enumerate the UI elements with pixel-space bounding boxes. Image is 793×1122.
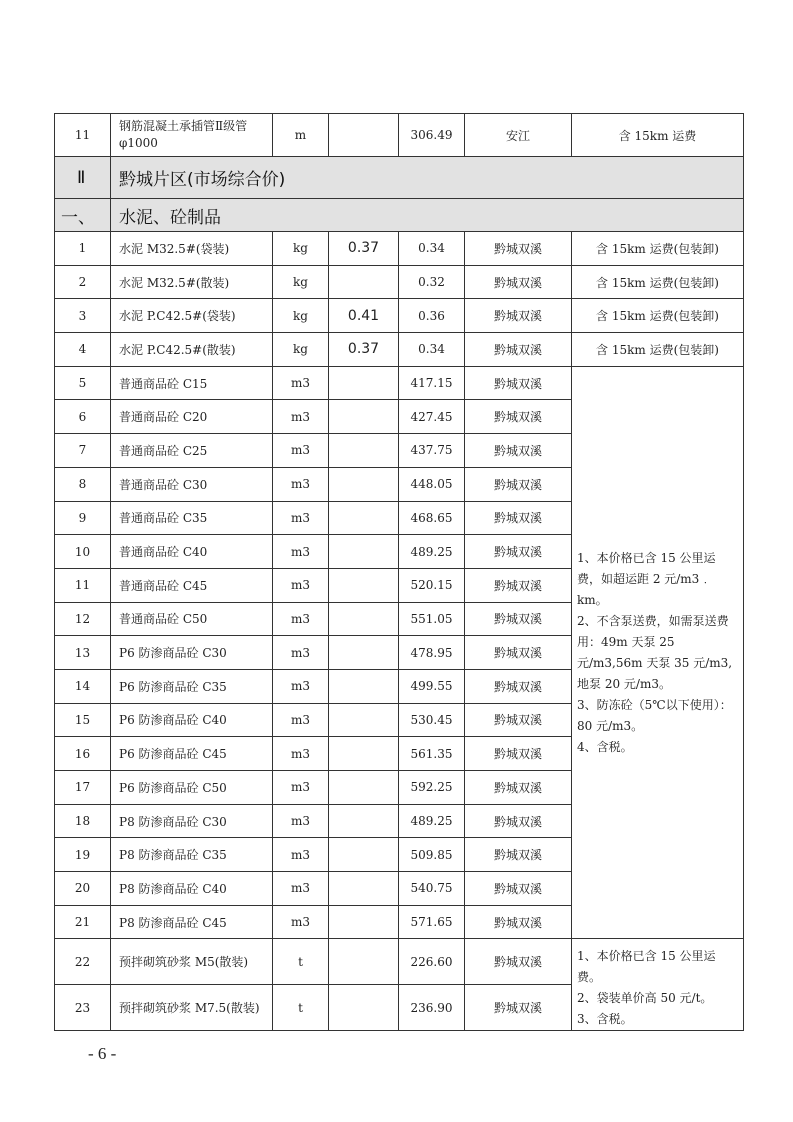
price-cell: 499.55 — [399, 669, 465, 703]
price-cell: 0.32 — [399, 265, 465, 299]
handwritten-price — [329, 669, 399, 703]
unit-cell: m3 — [273, 434, 329, 468]
unit-cell: m3 — [273, 838, 329, 872]
mortar-note-cell — [572, 939, 744, 1031]
handwritten-price: 0.41 — [329, 299, 399, 333]
handwritten-price — [329, 501, 399, 535]
location-cell: 黔城双溪 — [465, 535, 572, 569]
note-cell: 含 15km 运费(包装卸) — [572, 265, 744, 299]
item-name: P6 防渗商品砼 C45 — [111, 737, 273, 771]
item-name: 水泥 M32.5#(袋装) — [111, 232, 273, 266]
item-name: P6 防渗商品砼 C30 — [111, 636, 273, 670]
unit-cell: kg — [273, 299, 329, 333]
page-number: - 6 - — [88, 1044, 117, 1063]
section-title: 黔城片区(市场综合价) — [111, 157, 744, 199]
handwritten-price — [329, 872, 399, 906]
row-number: 20 — [55, 872, 111, 906]
handwritten-price — [329, 804, 399, 838]
table-row — [55, 299, 744, 333]
unit-cell: m3 — [273, 872, 329, 906]
handwritten-price — [329, 467, 399, 501]
location-cell: 黔城双溪 — [465, 838, 572, 872]
price-cell: 540.75 — [399, 872, 465, 906]
table-row — [55, 366, 744, 400]
row-number: 19 — [55, 838, 111, 872]
row-number: 22 — [55, 939, 111, 985]
table-row — [55, 939, 744, 985]
location-cell: 黔城双溪 — [465, 939, 572, 985]
item-name: 普通商品砼 C30 — [111, 467, 273, 501]
unit-cell: m3 — [273, 905, 329, 939]
note-cell: 含 15km 运费(包装卸) — [572, 299, 744, 333]
unit-cell: m3 — [273, 636, 329, 670]
item-name: 普通商品砼 C45 — [111, 568, 273, 602]
handwritten-price — [329, 838, 399, 872]
row-number: 6 — [55, 400, 111, 434]
price-cell: 520.15 — [399, 568, 465, 602]
note-line: 1、本价格已含 15 公里运费，如超运距 2 元/m3﹒km。 — [577, 550, 716, 607]
section-header-row — [55, 157, 744, 199]
unit-cell: m3 — [273, 602, 329, 636]
item-name: P6 防渗商品砼 C35 — [111, 669, 273, 703]
price-cell: 489.25 — [399, 535, 465, 569]
subsection-header-row — [55, 199, 744, 232]
section-number: Ⅱ — [55, 157, 111, 199]
row-number: 9 — [55, 501, 111, 535]
row-number: 11 — [55, 114, 111, 157]
note-line: 2、不含泵送费，如需泵送费用：49m 天泵 25 元/m3,56m 天泵 35 元/m3,地泵 20 元/m3。 — [577, 613, 733, 691]
unit-cell: m3 — [273, 771, 329, 805]
item-name: P6 防渗商品砼 C40 — [111, 703, 273, 737]
subsection-number: 一、 — [55, 199, 111, 232]
handwritten-price — [329, 114, 399, 157]
unit-cell: t — [273, 985, 329, 1031]
subsection-title: 水泥、砼制品 — [111, 199, 744, 232]
row-number: 11 — [55, 568, 111, 602]
location-cell: 黔城双溪 — [465, 985, 572, 1031]
price-cell: 592.25 — [399, 771, 465, 805]
handwritten-price — [329, 366, 399, 400]
row-number: 2 — [55, 265, 111, 299]
item-name: P8 防渗商品砼 C40 — [111, 872, 273, 906]
price-cell: 306.49 — [399, 114, 465, 157]
row-number: 3 — [55, 299, 111, 333]
unit-cell: m3 — [273, 669, 329, 703]
price-cell: 489.25 — [399, 804, 465, 838]
item-name: 水泥 P.C42.5#(散装) — [111, 333, 273, 367]
item-name: 普通商品砼 C20 — [111, 400, 273, 434]
location-cell: 黔城双溪 — [465, 333, 572, 367]
price-cell: 468.65 — [399, 501, 465, 535]
price-table — [54, 113, 744, 1031]
row-number: 16 — [55, 737, 111, 771]
row-number: 10 — [55, 535, 111, 569]
row-number: 23 — [55, 985, 111, 1031]
row-number: 12 — [55, 602, 111, 636]
note-line: 1、本价格已含 15 公里运费。 — [577, 949, 716, 985]
location-cell: 黔城双溪 — [465, 568, 572, 602]
handwritten-price — [329, 535, 399, 569]
table-row — [55, 265, 744, 299]
handwritten-price: 0.37 — [329, 333, 399, 367]
location-cell: 黔城双溪 — [465, 366, 572, 400]
item-name: 水泥 P.C42.5#(袋装) — [111, 299, 273, 333]
handwritten-price — [329, 400, 399, 434]
price-cell: 530.45 — [399, 703, 465, 737]
row-number: 15 — [55, 703, 111, 737]
price-cell: 509.85 — [399, 838, 465, 872]
note-line: 3、含税。 — [577, 1012, 633, 1027]
item-name: P8 防渗商品砼 C30 — [111, 804, 273, 838]
row-number: 13 — [55, 636, 111, 670]
location-cell: 黔城双溪 — [465, 669, 572, 703]
location-cell: 黔城双溪 — [465, 872, 572, 906]
note-line: 3、防冻砼（5℃以下使用）：80 元/m3。 — [577, 697, 732, 733]
handwritten-price — [329, 771, 399, 805]
item-name: 水泥 M32.5#(散装) — [111, 265, 273, 299]
handwritten-price — [329, 602, 399, 636]
handwritten-price — [329, 568, 399, 602]
unit-cell: m3 — [273, 467, 329, 501]
price-cell: 0.34 — [399, 333, 465, 367]
item-name: 普通商品砼 C15 — [111, 366, 273, 400]
location-cell: 黔城双溪 — [465, 265, 572, 299]
item-name: 普通商品砼 C40 — [111, 535, 273, 569]
handwritten-price — [329, 434, 399, 468]
row-number: 17 — [55, 771, 111, 805]
table-row — [55, 333, 744, 367]
price-cell: 0.36 — [399, 299, 465, 333]
note-cell: 含 15km 运费(包装卸) — [572, 232, 744, 266]
price-cell: 571.65 — [399, 905, 465, 939]
handwritten-price — [329, 737, 399, 771]
note-line: 2、袋装单价高 50 元/t。 — [577, 991, 713, 1006]
item-name: 预拌砌筑砂浆 M7.5(散装) — [111, 985, 273, 1031]
handwritten-price: 0.37 — [329, 232, 399, 266]
location-cell: 黔城双溪 — [465, 804, 572, 838]
table-row — [55, 114, 744, 157]
price-cell: 417.15 — [399, 366, 465, 400]
item-name: 普通商品砼 C35 — [111, 501, 273, 535]
unit-cell: kg — [273, 333, 329, 367]
location-cell: 安江 — [465, 114, 572, 157]
row-number: 5 — [55, 366, 111, 400]
price-cell: 0.34 — [399, 232, 465, 266]
item-name: 预拌砌筑砂浆 M5(散装) — [111, 939, 273, 985]
row-number: 1 — [55, 232, 111, 266]
item-name: 普通商品砼 C50 — [111, 602, 273, 636]
handwritten-price — [329, 939, 399, 985]
price-cell: 448.05 — [399, 467, 465, 501]
price-cell: 226.60 — [399, 939, 465, 985]
item-name: 钢筋混凝土承插管Ⅱ级管φ1000 — [111, 114, 273, 157]
unit-cell: t — [273, 939, 329, 985]
location-cell: 黔城双溪 — [465, 501, 572, 535]
price-cell: 478.95 — [399, 636, 465, 670]
unit-cell: m3 — [273, 568, 329, 602]
unit-cell: m3 — [273, 535, 329, 569]
location-cell: 黔城双溪 — [465, 400, 572, 434]
location-cell: 黔城双溪 — [465, 737, 572, 771]
location-cell: 黔城双溪 — [465, 299, 572, 333]
price-cell: 551.05 — [399, 602, 465, 636]
unit-cell: m3 — [273, 400, 329, 434]
location-cell: 黔城双溪 — [465, 771, 572, 805]
unit-cell: m3 — [273, 703, 329, 737]
row-number: 4 — [55, 333, 111, 367]
location-cell: 黔城双溪 — [465, 636, 572, 670]
item-name: 普通商品砼 C25 — [111, 434, 273, 468]
price-cell: 236.90 — [399, 985, 465, 1031]
concrete-note-cell — [572, 366, 744, 939]
table-row — [55, 232, 744, 266]
handwritten-price — [329, 905, 399, 939]
row-number: 21 — [55, 905, 111, 939]
unit-cell: m3 — [273, 501, 329, 535]
note-cell: 含 15km 运费(包装卸) — [572, 333, 744, 367]
location-cell: 黔城双溪 — [465, 232, 572, 266]
location-cell: 黔城双溪 — [465, 905, 572, 939]
price-cell: 427.45 — [399, 400, 465, 434]
row-number: 7 — [55, 434, 111, 468]
row-number: 14 — [55, 669, 111, 703]
unit-cell: m3 — [273, 804, 329, 838]
unit-cell: m3 — [273, 366, 329, 400]
item-name: P8 防渗商品砼 C45 — [111, 905, 273, 939]
unit-cell: kg — [273, 232, 329, 266]
price-cell: 561.35 — [399, 737, 465, 771]
location-cell: 黔城双溪 — [465, 434, 572, 468]
unit-cell: m — [273, 114, 329, 157]
handwritten-price — [329, 703, 399, 737]
location-cell: 黔城双溪 — [465, 602, 572, 636]
item-name: P6 防渗商品砼 C50 — [111, 771, 273, 805]
item-name: P8 防渗商品砼 C35 — [111, 838, 273, 872]
price-cell: 437.75 — [399, 434, 465, 468]
note-cell: 含 15km 运费 — [572, 114, 744, 157]
row-number: 8 — [55, 467, 111, 501]
unit-cell: kg — [273, 265, 329, 299]
location-cell: 黔城双溪 — [465, 703, 572, 737]
handwritten-price — [329, 636, 399, 670]
unit-cell: m3 — [273, 737, 329, 771]
row-number: 18 — [55, 804, 111, 838]
handwritten-price — [329, 265, 399, 299]
location-cell: 黔城双溪 — [465, 467, 572, 501]
handwritten-price — [329, 985, 399, 1031]
note-line: 4、含税。 — [577, 739, 633, 754]
